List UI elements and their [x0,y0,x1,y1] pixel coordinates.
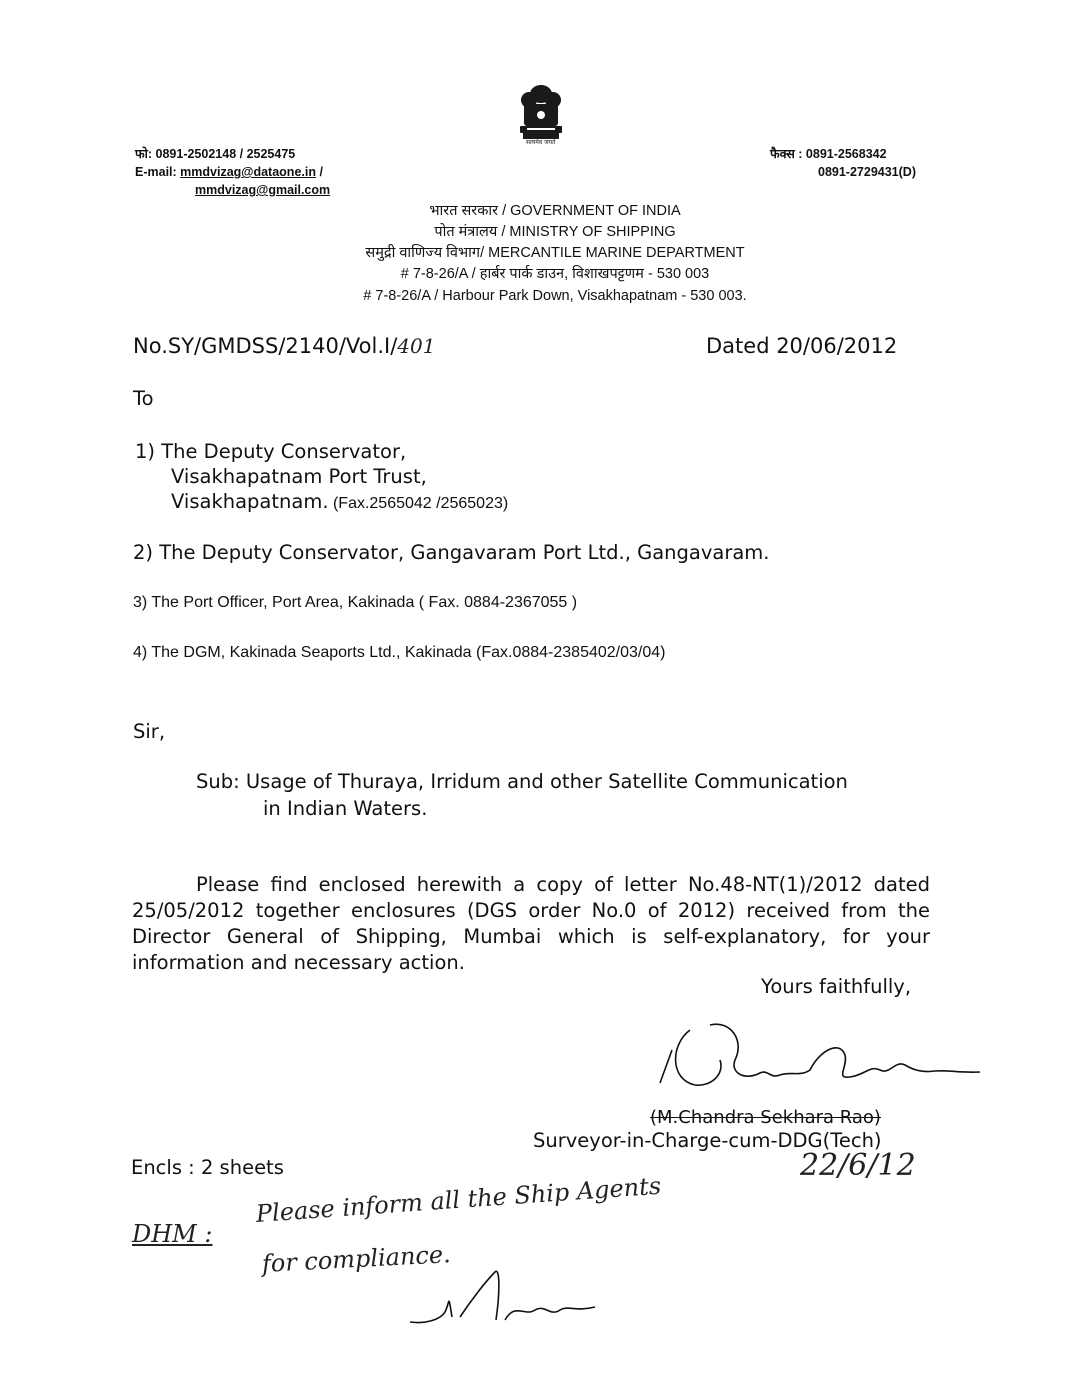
handwritten-note-line-1: Please inform all the Ship Agents [255,1171,662,1228]
handwritten-ref-suffix: 401 [397,334,436,358]
phone-line: फो: 0891-2502148 / 2525475 [135,147,296,161]
email-line-2 [195,181,330,199]
handwritten-date: 22/6/12 [800,1148,916,1183]
email-link-secondary[interactable]: mmdvizag@gmail.com [195,183,331,197]
heading-government: भारत सरकार / GOVERNMENT OF INDIA [429,203,681,219]
to-label: To [133,387,154,410]
fax-line-2: 0891-2729431(D) [818,165,916,179]
reference-number: No.SY/GMDSS/2140/Vol.I/401 [133,334,436,358]
heading-ministry: पोत मंत्रालय / MINISTRY OF SHIPPING [434,224,676,240]
signatory-designation: Surveyor-in-Charge-cum-DDG(Tech) [533,1129,882,1152]
recipient-2: 2) The Deputy Conservator, Gangavaram Port Ltd., Gangavaram. [133,541,770,564]
handwritten-addressee: DHM : [132,1220,213,1248]
body-paragraph: Please find enclosed herewith a copy of letter No.48-NT(1)/2012 dated 25/05/2012 together enclosures (DGS order No.0 of 2012) received from the Director General of Shipping, Mumbai which is self-explanatory, for your information and necessary action. [132,873,930,974]
heading-address-english: # 7-8-26/A / Harbour Park Down, Visakhapatnam - 530 003. [363,288,747,304]
fax-line-1: फैक्स : 0891-2568342 [770,147,887,161]
emblem-caption: सत्यमेव जयते [526,139,556,146]
signature-icon [650,1015,990,1105]
signatory-name: (M.Chandra Sekhara Rao) [650,1107,881,1128]
email-link-primary[interactable]: mmdvizag@dataone.in [180,165,316,179]
recipient-4: 4) The DGM, Kakinada Seaports Ltd., Kakinada (Fax.0884-2385402/03/04) [133,644,666,661]
initials-signature-icon [400,1262,600,1332]
recipient-1-line-3: Visakhapatnam. (Fax.2565042 /2565023) [171,490,509,513]
recipient-1-line-2: Visakhapatnam Port Trust, [171,465,427,488]
subject-line-1: Sub: Usage of Thuraya, Irridum and other Satellite Communication [196,770,848,793]
salutation: Sir, [133,720,166,743]
enclosures-note: Encls : 2 sheets [131,1156,284,1179]
letter-date: Dated 20/06/2012 [706,334,898,358]
heading-address-hindi: # 7-8-26/A / हार्बर पार्क डाउन, विशाखपट्टणम - 530 003 [400,266,710,282]
recipient-3: 3) The Port Officer, Port Area, Kakinada ( Fax. 0884-2367055 ) [133,594,578,611]
subject-line-2: in Indian Waters. [263,797,428,820]
email-line: E-mail: mmdvizag@dataone.in / [135,165,323,179]
closing: Yours faithfully, [761,975,912,998]
recipient-1-line-1: 1) The Deputy Conservator, [135,440,407,463]
handwritten-note-line-2: for compliance. [261,1240,452,1278]
heading-department: समुद्री वाणिज्य विभाग/ MERCANTILE MARINE DEPARTMENT [365,245,745,261]
